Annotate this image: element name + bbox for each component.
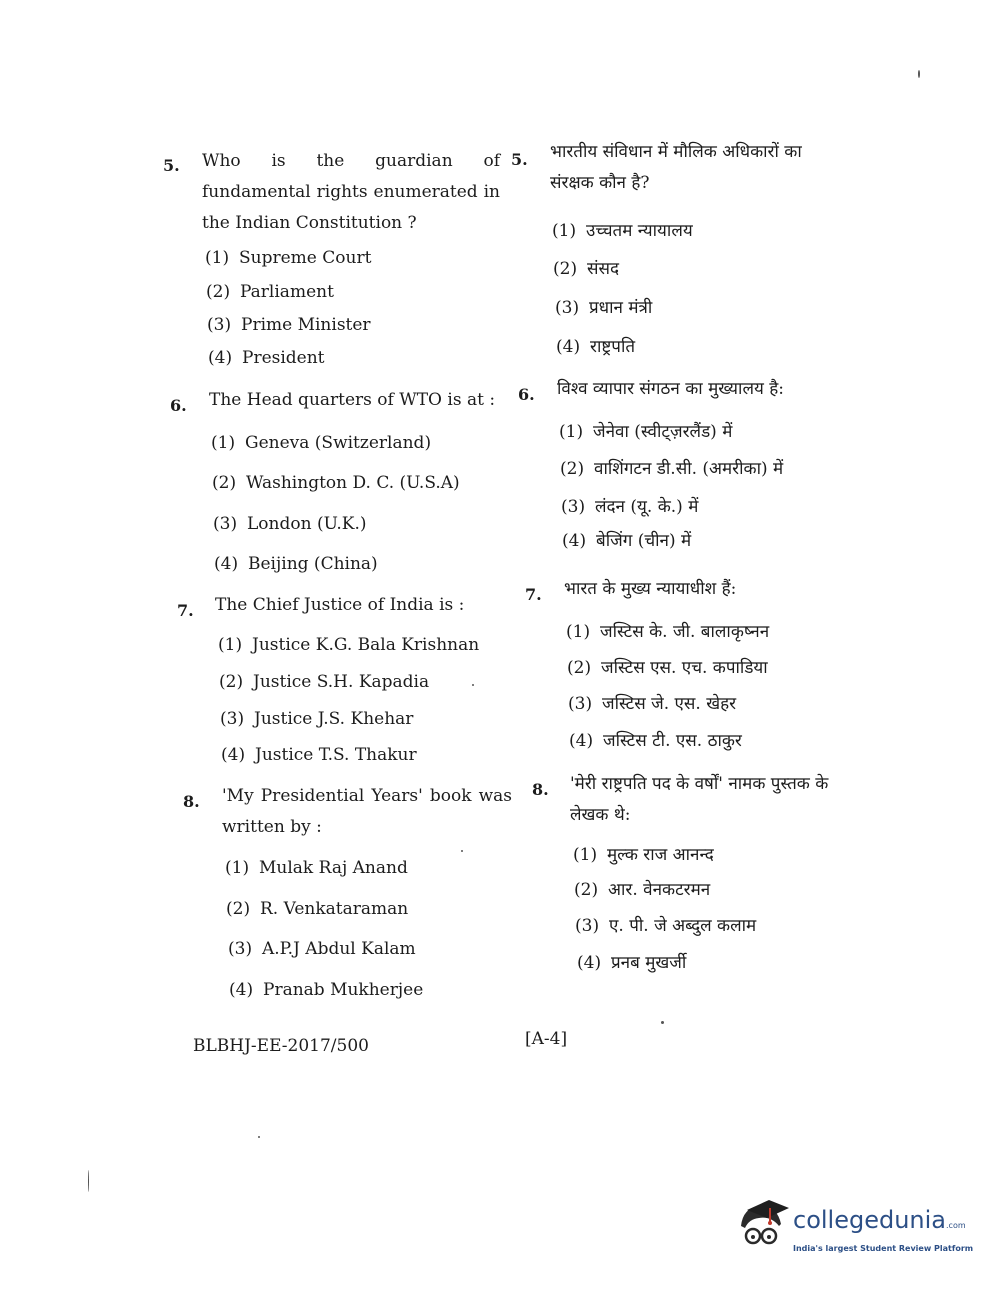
option-text: Beijing (China) bbox=[248, 554, 378, 574]
option-text: प्रधान मंत्री bbox=[589, 298, 653, 318]
paper-code: BLBHJ-EE-2017/500 bbox=[193, 1036, 369, 1056]
option-number: (3) bbox=[575, 916, 600, 936]
option-number: (2) bbox=[212, 473, 237, 493]
option bbox=[569, 728, 742, 751]
option-number: (1) bbox=[566, 622, 591, 642]
option-number: (3) bbox=[568, 694, 593, 714]
option-text: Justice S.H. Kapadia bbox=[253, 672, 430, 692]
option-number: (2) bbox=[560, 459, 585, 479]
option-number: (1) bbox=[559, 422, 584, 442]
option-number: (1) bbox=[573, 845, 598, 865]
option-text: R. Venkataraman bbox=[260, 899, 409, 919]
question-text: विश्व व्यापार संगठन का मुख्यालय है: bbox=[557, 379, 784, 399]
option bbox=[555, 295, 652, 318]
option-text: जेनेवा (स्वीट्ज़रलैंड) में bbox=[593, 422, 733, 442]
option-text: Supreme Court bbox=[239, 248, 372, 268]
option bbox=[218, 635, 479, 655]
option bbox=[553, 256, 619, 279]
collegedunia-logo bbox=[733, 1196, 973, 1260]
option bbox=[566, 619, 769, 642]
page-number: [A-4] bbox=[525, 1029, 568, 1049]
option bbox=[577, 950, 686, 973]
option bbox=[552, 218, 693, 241]
option-text: राष्ट्रपति bbox=[590, 337, 636, 357]
option bbox=[225, 858, 408, 878]
question-text: भारत के मुख्य न्यायाधीश हैं: bbox=[564, 579, 737, 599]
logo-suffix: .com bbox=[946, 1221, 966, 1230]
option-text: संसद bbox=[587, 259, 620, 279]
option bbox=[228, 939, 416, 959]
option bbox=[559, 419, 732, 442]
question-number: 7. bbox=[525, 585, 542, 604]
option bbox=[219, 672, 429, 692]
option-number: (2) bbox=[226, 899, 251, 919]
option bbox=[220, 709, 413, 729]
option-text: Washington D. C. (U.S.A) bbox=[246, 473, 460, 493]
option-number: (3) bbox=[555, 298, 580, 318]
option-text: Pranab Mukherjee bbox=[263, 980, 424, 1000]
option bbox=[560, 456, 783, 479]
option-number: (2) bbox=[567, 658, 592, 678]
question-number: 8. bbox=[183, 792, 200, 811]
option-text: Justice T.S. Thakur bbox=[255, 745, 417, 765]
option-number: (2) bbox=[553, 259, 578, 279]
question-number: 5. bbox=[163, 156, 180, 175]
option-text: Justice K.G. Bala Krishnan bbox=[252, 635, 480, 655]
option-number: (4) bbox=[208, 348, 233, 368]
option-number: (4) bbox=[569, 731, 594, 751]
option-number: (2) bbox=[574, 880, 599, 900]
option-text: जस्टिस जे. एस. खेहर bbox=[602, 694, 737, 714]
option-text: उच्चतम न्यायालय bbox=[586, 221, 693, 241]
scan-mark bbox=[472, 684, 474, 686]
option-number: (3) bbox=[228, 939, 253, 959]
option-text: Mulak Raj Anand bbox=[259, 858, 408, 878]
option-text: प्रनब मुखर्जी bbox=[611, 953, 687, 973]
option bbox=[221, 745, 417, 765]
option-number: (4) bbox=[556, 337, 581, 357]
option-text: Justice J.S. Khehar bbox=[254, 709, 414, 729]
option-number: (4) bbox=[562, 531, 587, 551]
option bbox=[562, 528, 691, 551]
mascot-icon bbox=[733, 1196, 791, 1256]
option-text: वाशिंगटन डी.सी. (अमरीका) में bbox=[594, 459, 784, 479]
option bbox=[208, 348, 325, 368]
option-text: ए. पी. जे अब्दुल कलाम bbox=[609, 916, 757, 936]
option-text: आर. वेनकटरमन bbox=[608, 880, 711, 900]
option-text: जस्टिस के. जी. बालाकृष्नन bbox=[600, 622, 770, 642]
option bbox=[212, 473, 460, 493]
option-number: (1) bbox=[225, 858, 250, 878]
option-number: (4) bbox=[221, 745, 246, 765]
scan-mark bbox=[661, 1021, 664, 1024]
option-number: (1) bbox=[205, 248, 230, 268]
logo-wordmark bbox=[793, 1206, 966, 1234]
option bbox=[205, 248, 371, 268]
question-number: 8. bbox=[532, 780, 549, 799]
logo-tagline: India's largest Student Review Platform bbox=[793, 1244, 974, 1253]
scan-mark bbox=[258, 1136, 260, 1138]
option-text: जस्टिस एस. एच. कपाडिया bbox=[601, 658, 768, 678]
option bbox=[575, 913, 756, 936]
option bbox=[574, 877, 710, 900]
option bbox=[207, 315, 371, 335]
option bbox=[568, 691, 736, 714]
option bbox=[206, 282, 334, 302]
option-text: मुल्क राज आनन्द bbox=[607, 845, 714, 865]
option bbox=[211, 433, 431, 453]
option-number: (1) bbox=[211, 433, 236, 453]
question-text: Who is the guardian of fundamental rights enumerated in the Indian Constitution ? bbox=[202, 151, 500, 233]
scan-mark bbox=[88, 1170, 89, 1192]
option bbox=[213, 514, 366, 534]
question-text: The Head quarters of WTO is at : bbox=[209, 390, 496, 410]
logo-name: collegedunia bbox=[793, 1206, 947, 1234]
option-number: (2) bbox=[206, 282, 231, 302]
question-text: 'My Presidential Years' book was written by : bbox=[222, 786, 512, 837]
option-number: (4) bbox=[577, 953, 602, 973]
option-text: London (U.K.) bbox=[247, 514, 367, 534]
question-number: 6. bbox=[170, 396, 187, 415]
scan-mark bbox=[461, 850, 463, 852]
question-number: 7. bbox=[177, 601, 194, 620]
option-number: (3) bbox=[220, 709, 245, 729]
option-text: President bbox=[242, 348, 325, 368]
option bbox=[561, 494, 698, 517]
question-text: 'मेरी राष्ट्रपति पद के वर्षों' नामक पुस्तक के लेखक थे: bbox=[570, 774, 829, 825]
option bbox=[214, 554, 378, 574]
option-text: लंदन (यू. के.) में bbox=[595, 497, 699, 517]
option-text: Geneva (Switzerland) bbox=[245, 433, 432, 453]
option-number: (2) bbox=[219, 672, 244, 692]
option-number: (1) bbox=[552, 221, 577, 241]
option bbox=[567, 655, 768, 678]
option bbox=[226, 899, 408, 919]
option-number: (3) bbox=[207, 315, 232, 335]
option-text: बेजिंग (चीन) में bbox=[596, 531, 692, 551]
option-number: (3) bbox=[561, 497, 586, 517]
option-number: (4) bbox=[229, 980, 254, 1000]
option-text: Parliament bbox=[240, 282, 334, 302]
question-number: 6. bbox=[518, 385, 535, 404]
scan-mark bbox=[918, 70, 920, 78]
option-text: Prime Minister bbox=[241, 315, 371, 335]
option bbox=[556, 334, 635, 357]
option-text: जस्टिस टी. एस. ठाकुर bbox=[603, 731, 742, 751]
option-number: (3) bbox=[213, 514, 238, 534]
option bbox=[573, 842, 714, 865]
question-text: The Chief Justice of India is : bbox=[215, 595, 465, 615]
option bbox=[229, 980, 423, 1000]
question-number: 5. bbox=[511, 150, 528, 169]
question-text: भारतीय संविधान में मौलिक अधिकारों का संरक्षक कौन है? bbox=[550, 142, 802, 193]
option-number: (4) bbox=[214, 554, 239, 574]
option-number: (1) bbox=[218, 635, 243, 655]
option-text: A.P.J Abdul Kalam bbox=[262, 939, 416, 959]
